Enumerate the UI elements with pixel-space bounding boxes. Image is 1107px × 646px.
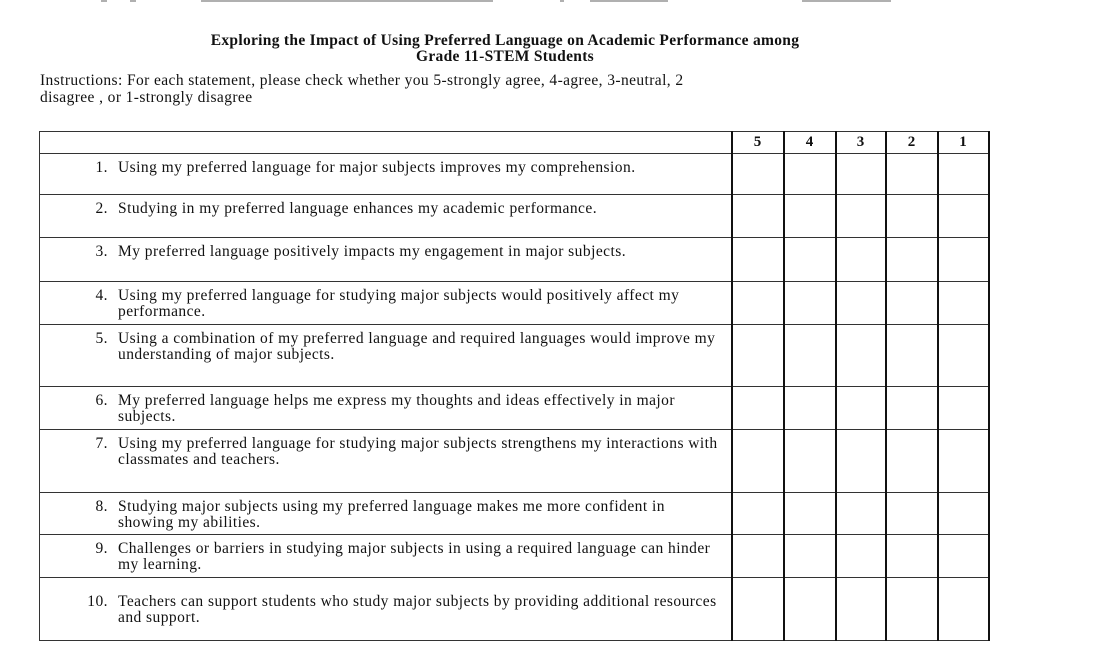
statement [40, 493, 731, 530]
rating-checkbox-5[interactable] [732, 535, 784, 578]
rating-checkbox-2[interactable] [886, 238, 938, 282]
statement [40, 535, 731, 572]
statement-text: Teachers can support students who study major subjects by providing additional resources and support. [118, 593, 717, 626]
form-line-fragment [130, 0, 136, 2]
statement-text: Using my preferred language for studying major subjects strengthens my interactions with classmates and teachers. [118, 435, 718, 468]
title-line-1: Exploring the Impact of Using Preferred Language on Academic Performance among [210, 32, 800, 49]
rating-checkbox-2[interactable] [886, 154, 938, 195]
rating-checkbox-4[interactable] [784, 282, 836, 325]
statement-number: 1. [95, 159, 108, 176]
rating-checkbox-3[interactable] [836, 195, 886, 238]
table-row [40, 325, 989, 387]
statement-number: 2. [95, 200, 108, 217]
table-row [40, 195, 989, 238]
statement-number: 8. [95, 498, 108, 515]
rating-checkbox-2[interactable] [886, 387, 938, 430]
table-row [40, 154, 989, 195]
instructions-line-2: disagree , or 1-strongly disagree [40, 89, 253, 106]
rating-checkbox-4[interactable] [784, 195, 836, 238]
title-line-2: Grade 11-STEM Students [416, 48, 594, 65]
rating-checkbox-2[interactable] [886, 282, 938, 325]
statement [40, 195, 731, 217]
rating-header-3: 3 [836, 132, 886, 154]
statement [40, 238, 731, 260]
survey-table [39, 131, 990, 641]
rating-checkbox-4[interactable] [784, 325, 836, 387]
instructions [40, 72, 1000, 106]
rating-checkbox-2[interactable] [886, 195, 938, 238]
statement-number: 5. [95, 330, 108, 347]
statement-cell [40, 493, 732, 535]
header-row [40, 132, 989, 154]
rating-checkbox-3[interactable] [836, 387, 886, 430]
form-line-fragment [101, 0, 107, 2]
statement [40, 387, 731, 424]
rating-checkbox-5[interactable] [732, 154, 784, 195]
table-row [40, 535, 989, 578]
statement-cell [40, 154, 732, 195]
statement-text: Using my preferred language for major subjects improves my comprehension. [118, 159, 636, 176]
rating-checkbox-1[interactable] [938, 238, 989, 282]
cropped-form-lines [0, 0, 1107, 3]
document-title [40, 33, 970, 65]
rating-header-1: 1 [938, 132, 989, 154]
rating-checkbox-4[interactable] [784, 238, 836, 282]
rating-checkbox-3[interactable] [836, 430, 886, 493]
form-line-fragment [560, 0, 564, 2]
rating-checkbox-1[interactable] [938, 493, 989, 535]
statement-text: Studying in my preferred language enhances my academic performance. [118, 200, 598, 217]
table-row [40, 282, 989, 325]
rating-checkbox-5[interactable] [732, 325, 784, 387]
statement-text: My preferred language positively impacts my engagement in major subjects. [118, 243, 627, 260]
rating-checkbox-1[interactable] [938, 578, 989, 641]
form-line [802, 0, 891, 2]
rating-checkbox-4[interactable] [784, 535, 836, 578]
table-row [40, 493, 989, 535]
statement-number: 4. [95, 287, 108, 304]
statement-text: Using a combination of my preferred language and required languages would improve my understanding of major subjects. [118, 330, 716, 363]
statement-cell [40, 535, 732, 578]
statement-cell [40, 282, 732, 325]
rating-header-5: 5 [732, 132, 784, 154]
rating-checkbox-3[interactable] [836, 282, 886, 325]
rating-checkbox-2[interactable] [886, 430, 938, 493]
statement-number: 3. [95, 243, 108, 260]
rating-checkbox-1[interactable] [938, 387, 989, 430]
table-row [40, 387, 989, 430]
rating-checkbox-5[interactable] [732, 238, 784, 282]
statement-text: Studying major subjects using my preferred language makes me more confident in showing my abilities. [118, 498, 665, 531]
statement-cell [40, 325, 732, 387]
statement [40, 430, 731, 467]
rating-checkbox-3[interactable] [836, 535, 886, 578]
rating-checkbox-2[interactable] [886, 578, 938, 641]
statement-text: Challenges or barriers in studying major subjects in using a required language can hinder my learning. [118, 540, 711, 573]
rating-header-4: 4 [784, 132, 836, 154]
rating-checkbox-5[interactable] [732, 493, 784, 535]
statement-cell [40, 195, 732, 238]
statement-text: Using my preferred language for studying major subjects would positively affect my performance. [118, 287, 680, 320]
rating-checkbox-1[interactable] [938, 430, 989, 493]
statement-cell [40, 578, 732, 641]
form-line [201, 0, 493, 2]
rating-checkbox-1[interactable] [938, 282, 989, 325]
rating-header-2: 2 [886, 132, 938, 154]
rating-checkbox-3[interactable] [836, 493, 886, 535]
statement [40, 578, 731, 625]
statement-header [40, 132, 732, 154]
rating-checkbox-1[interactable] [938, 325, 989, 387]
rating-checkbox-2[interactable] [886, 493, 938, 535]
statement-number: 7. [95, 435, 108, 452]
table-row [40, 238, 989, 282]
statement-cell [40, 387, 732, 430]
rating-checkbox-4[interactable] [784, 430, 836, 493]
statement [40, 154, 731, 176]
statement-number: 9. [95, 540, 108, 557]
rating-checkbox-1[interactable] [938, 154, 989, 195]
rating-checkbox-1[interactable] [938, 195, 989, 238]
statement-text: My preferred language helps me express my thoughts and ideas effectively in major subjects. [118, 392, 675, 425]
rating-checkbox-5[interactable] [732, 282, 784, 325]
rating-checkbox-5[interactable] [732, 387, 784, 430]
statement-number: 6. [95, 392, 108, 409]
rating-checkbox-3[interactable] [836, 238, 886, 282]
statement [40, 282, 731, 319]
rating-checkbox-2[interactable] [886, 325, 938, 387]
rating-checkbox-3[interactable] [836, 578, 886, 641]
table-row [40, 578, 989, 641]
rating-checkbox-4[interactable] [784, 578, 836, 641]
rating-checkbox-4[interactable] [784, 387, 836, 430]
rating-checkbox-5[interactable] [732, 195, 784, 238]
instructions-line-1: Instructions: For each statement, please check whether you 5-strongly agree, 4-agree, 3-neutral, 2 [40, 72, 684, 89]
statement-cell [40, 430, 732, 493]
statement-number: 10. [87, 593, 108, 610]
rating-checkbox-4[interactable] [784, 154, 836, 195]
rating-checkbox-3[interactable] [836, 154, 886, 195]
table-row [40, 430, 989, 493]
rating-checkbox-5[interactable] [732, 430, 784, 493]
rating-checkbox-2[interactable] [886, 535, 938, 578]
statement-cell [40, 238, 732, 282]
rating-checkbox-1[interactable] [938, 535, 989, 578]
rating-checkbox-4[interactable] [784, 493, 836, 535]
form-line [590, 0, 668, 2]
statement [40, 325, 731, 362]
rating-checkbox-3[interactable] [836, 325, 886, 387]
rating-checkbox-5[interactable] [732, 578, 784, 641]
